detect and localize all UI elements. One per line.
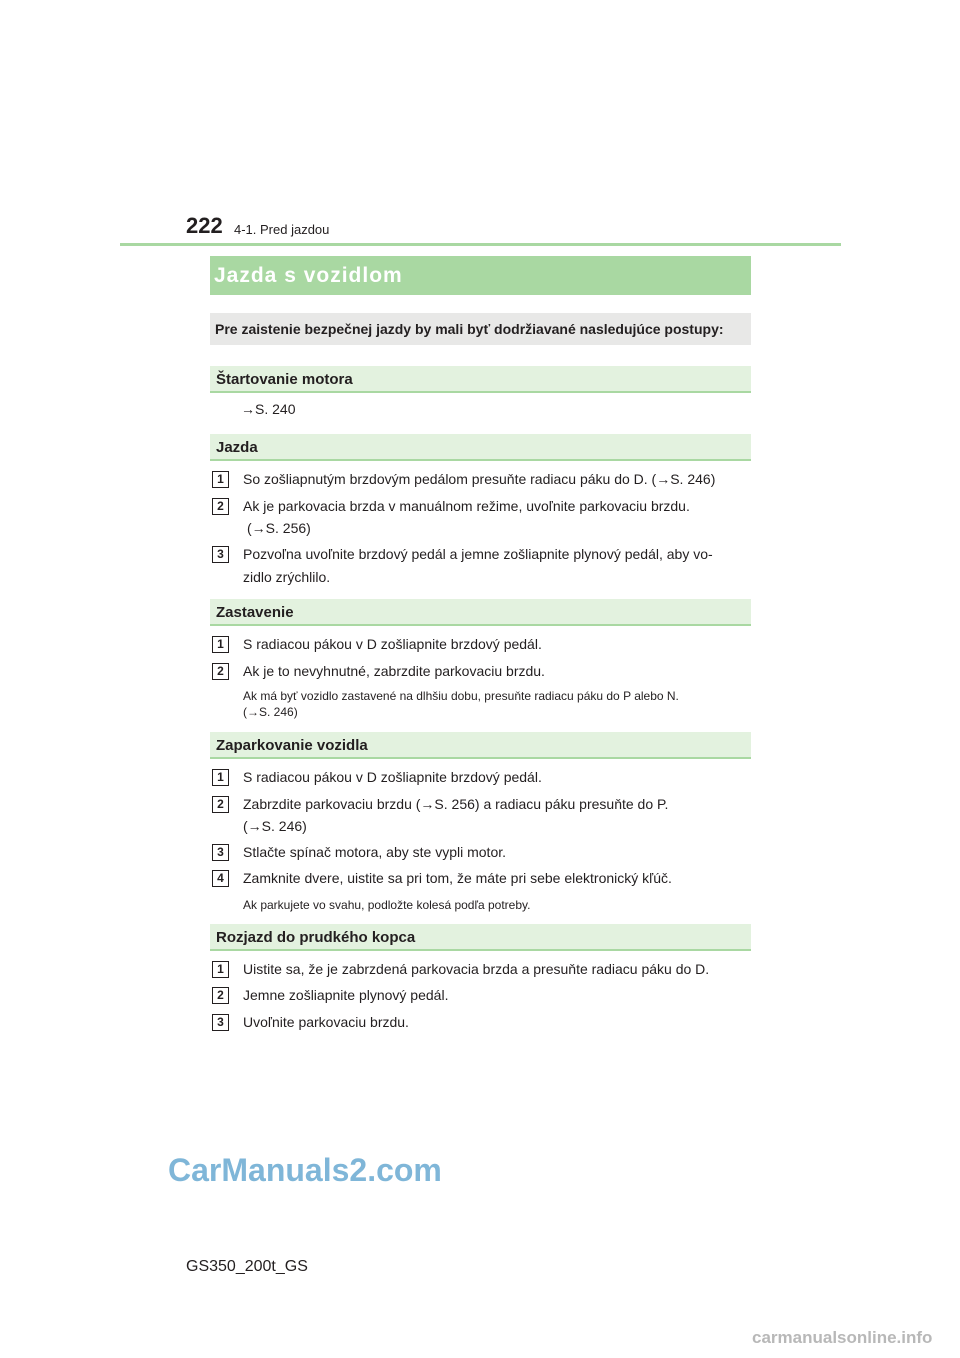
step-number: 3 xyxy=(212,1014,229,1031)
section-heading-start: Štartovanie motora xyxy=(210,366,751,393)
parking-step-1: S radiacou pákou v D zošliapnite brzdový pedál. xyxy=(243,769,542,785)
parking-note: Ak parkujete vo svahu, podložte kolesá podľa potreby. xyxy=(243,898,531,912)
section-heading-hill: Rozjazd do prudkého kopca xyxy=(210,924,751,951)
stopping-step-2: Ak je to nevyhnutné, zabrzdite parkovaciu brzdu. xyxy=(243,663,545,679)
step-number: 1 xyxy=(212,636,229,653)
step-number: 3 xyxy=(212,546,229,563)
step-number: 4 xyxy=(212,870,229,887)
parking-step-2: Zabrzdite parkovaciu brzdu (→S. 256) a radiacu páku presuňte do P. xyxy=(243,796,669,812)
driving-step-2: Ak je parkovacia brzda v manuálnom režime, uvoľnite parkovaciu brzdu. xyxy=(243,498,690,514)
driving-step-1: So zošliapnutým brzdovým pedálom presuňte radiacu páku do D. (→S. 246) xyxy=(243,471,716,487)
step-number: 1 xyxy=(212,769,229,786)
section-heading-driving: Jazda xyxy=(210,434,751,461)
page-title: Jazda s vozidlom xyxy=(210,256,751,295)
running-head: 4-1. Pred jazdou xyxy=(234,222,330,237)
parking-step-3: Stlačte spínač motora, aby ste vypli motor. xyxy=(243,844,507,860)
step-number: 3 xyxy=(212,844,229,861)
step-number: 2 xyxy=(212,987,229,1004)
step-number: 2 xyxy=(212,663,229,680)
start-reference: →S. 240 xyxy=(241,401,296,417)
intro-text: Pre zaistenie bezpečnej jazdy by mali byť dodržiavané nasledujúce postupy: xyxy=(210,313,751,345)
hill-step-2: Jemne zošliapnite plynový pedál. xyxy=(243,987,449,1003)
parking-step-2-ref: (→S. 246) xyxy=(243,818,307,834)
corner-watermark: carmanualsonline.info xyxy=(752,1328,933,1347)
parking-step-4: Zamknite dvere, uistite sa pri tom, že máte pri sebe elektronický kľúč. xyxy=(243,870,672,886)
header-rule xyxy=(120,243,841,246)
watermark-logo: CarManuals2.com xyxy=(168,1152,442,1188)
step-number: 2 xyxy=(212,796,229,813)
page-number: 222 xyxy=(186,213,223,238)
driving-step-2-ref: (→S. 256) xyxy=(247,520,311,536)
footer-model-code: GS350_200t_GS xyxy=(186,1258,308,1275)
section-heading-stopping: Zastavenie xyxy=(210,599,751,626)
step-number: 1 xyxy=(212,471,229,488)
stopping-note-ref: (→S. 246) xyxy=(243,705,298,719)
driving-step-3: Pozvoľna uvoľnite brzdový pedál a jemne zošliapnite plynový pedál, aby vo- xyxy=(243,546,713,562)
step-number: 2 xyxy=(212,498,229,515)
hill-step-1: Uistite sa, že je zabrzdená parkovacia brzda a presuňte radiacu páku do D. xyxy=(243,961,710,977)
driving-step-3-cont: zidlo zrýchlilo. xyxy=(243,569,331,585)
hill-step-3: Uvoľnite parkovaciu brzdu. xyxy=(243,1014,409,1030)
stopping-step-1: S radiacou pákou v D zošliapnite brzdový pedál. xyxy=(243,636,542,652)
stopping-note: Ak má byť vozidlo zastavené na dlhšiu dobu, presuňte radiacu páku do P alebo N. xyxy=(243,689,679,703)
section-heading-parking: Zaparkovanie vozidla xyxy=(210,732,751,759)
step-number: 1 xyxy=(212,961,229,978)
